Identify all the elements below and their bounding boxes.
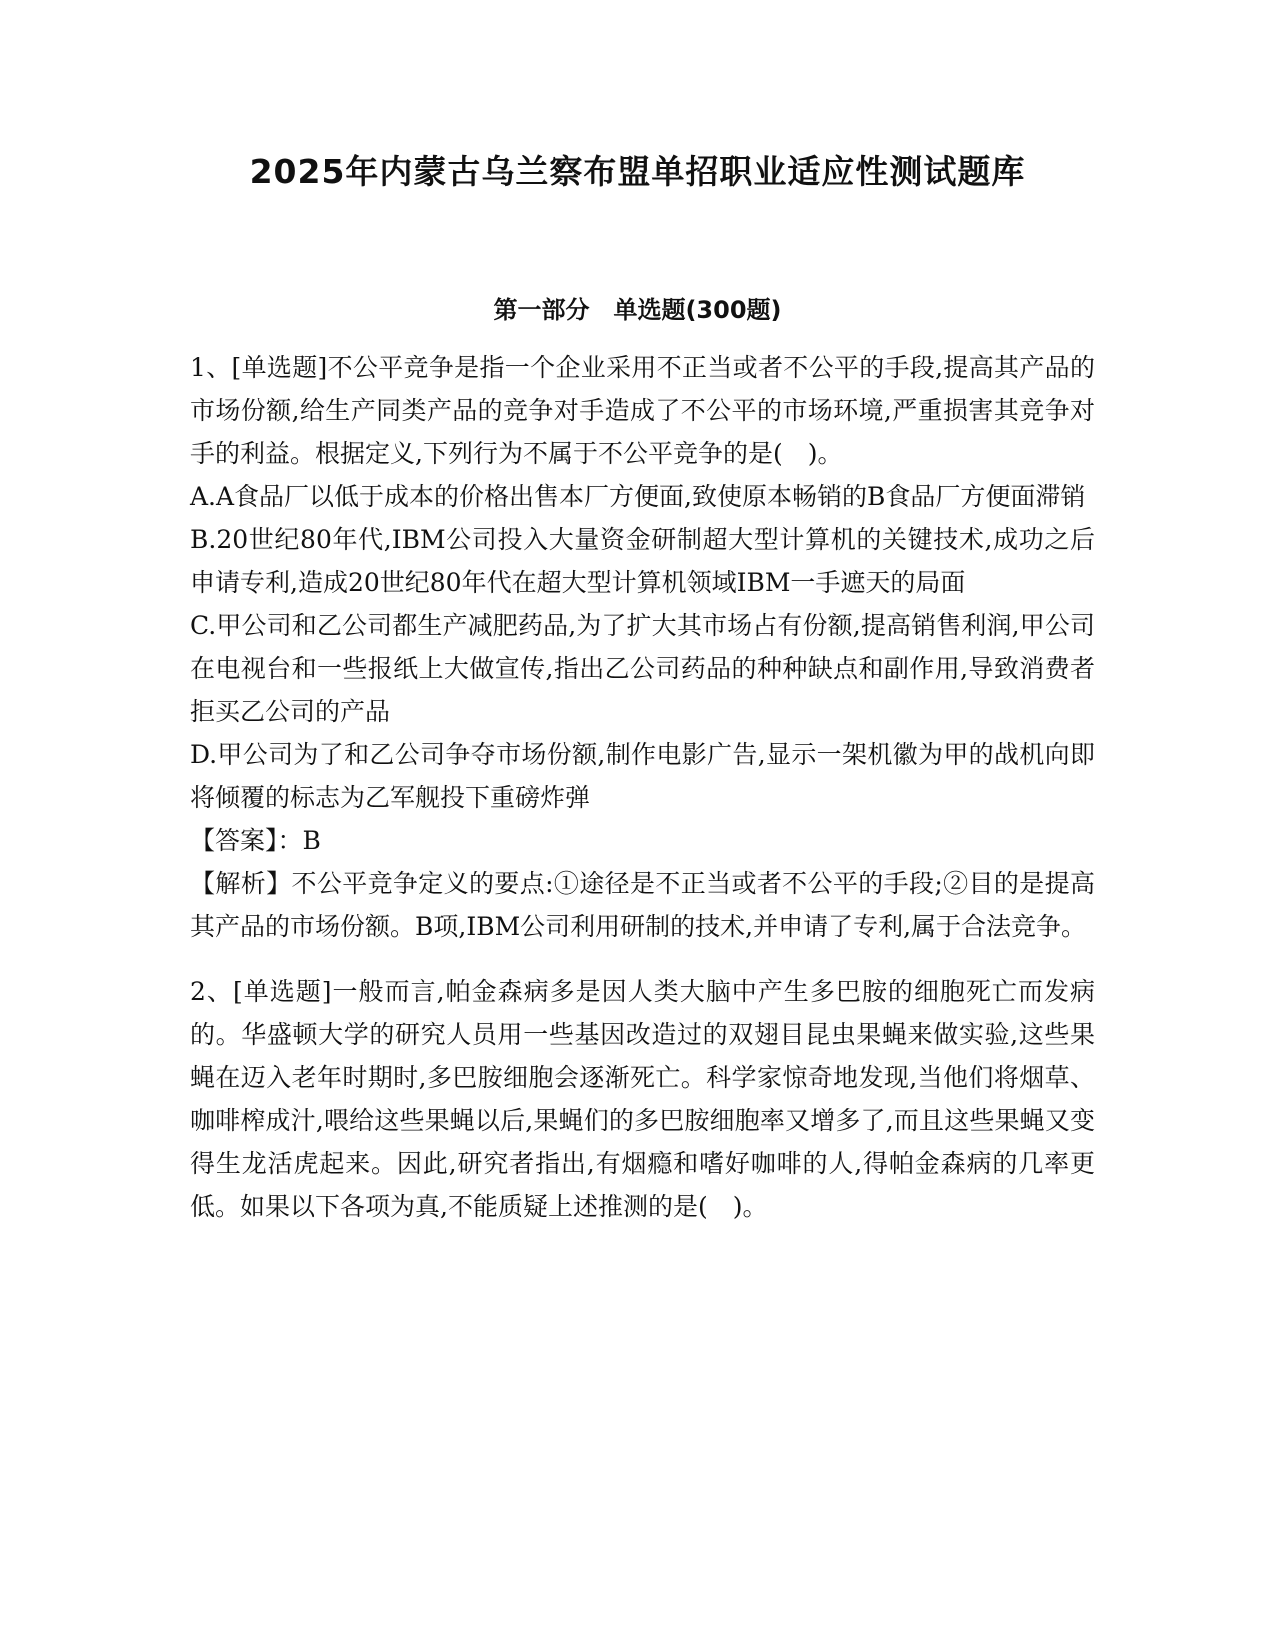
question-list xyxy=(190,346,1095,1228)
answer-line xyxy=(190,819,1095,862)
question-stem: 2、[单选题]一般而言,帕金森病多是因人类大脑中产生多巴胺的细胞死亡而发病的。华盛顿大学的研究人员用一些基因改造过的双翅目昆虫果蝇来做实验,这些果蝇在迈入老年时期时,多巴胺细胞会逐渐死亡。科学家惊奇地发现,当他们将烟草、咖啡榨成汁,喂给这些果蝇以后,果蝇们的多巴胺细胞率又增多了,而且这些果蝇又变得生龙活虎起来。因此,研究者指出,有烟瘾和嗜好咖啡的人,得帕金森病的几率更低。如果以下各项为真,不能质疑上述推测的是( )。 xyxy=(190,977,1095,1221)
analysis-text: 不公平竞争定义的要点:①途径是不正当或者不公平的手段;②目的是提高其产品的市场份额。B项,IBM公司利用研制的技术,并申请了专利,属于合法竞争。 xyxy=(190,869,1095,941)
option-b: B.20世纪80年代,IBM公司投入大量资金研制超大型计算机的关键技术,成功之后申请专利,造成20世纪80年代在超大型计算机领域IBM一手遮天的局面 xyxy=(190,525,1095,597)
analysis-label: 【解析】 xyxy=(190,869,292,898)
section-heading: 第一部分 单选题(300题) xyxy=(493,296,782,324)
answer-label: 【答案】 xyxy=(190,826,278,855)
document-title: 2025年内蒙古乌兰察布盟单招职业适应性测试题库 xyxy=(249,152,1026,191)
question-item xyxy=(190,346,1095,948)
question-stem: 1、[单选题]不公平竞争是指一个企业采用不正当或者不公平的手段,提高其产品的市场份额,给生产同类产品的竞争对手造成了不公平的市场环境,严重损害其竞争对手的利益。根据定义,下列行为不属于不公平竞争的是( )。 xyxy=(190,353,1095,468)
answer-value: ：B xyxy=(277,826,321,855)
option-c: C.甲公司和乙公司都生产减肥药品,为了扩大其市场占有份额,提高销售利润,甲公司在电视台和一些报纸上大做宣传,指出乙公司药品的种种缺点和副作用,导致消费者拒买乙公司的产品 xyxy=(190,611,1095,726)
analysis-line xyxy=(190,862,1095,948)
option-a: A.A食品厂以低于成本的价格出售本厂方便面,致使原本畅销的B食品厂方便面滞销 xyxy=(190,482,1086,511)
option-d: D.甲公司为了和乙公司争夺市场份额,制作电影广告,显示一架机徽为甲的战机向即将倾覆的标志为乙军舰投下重磅炸弹 xyxy=(190,740,1095,812)
question-item xyxy=(190,970,1095,1228)
